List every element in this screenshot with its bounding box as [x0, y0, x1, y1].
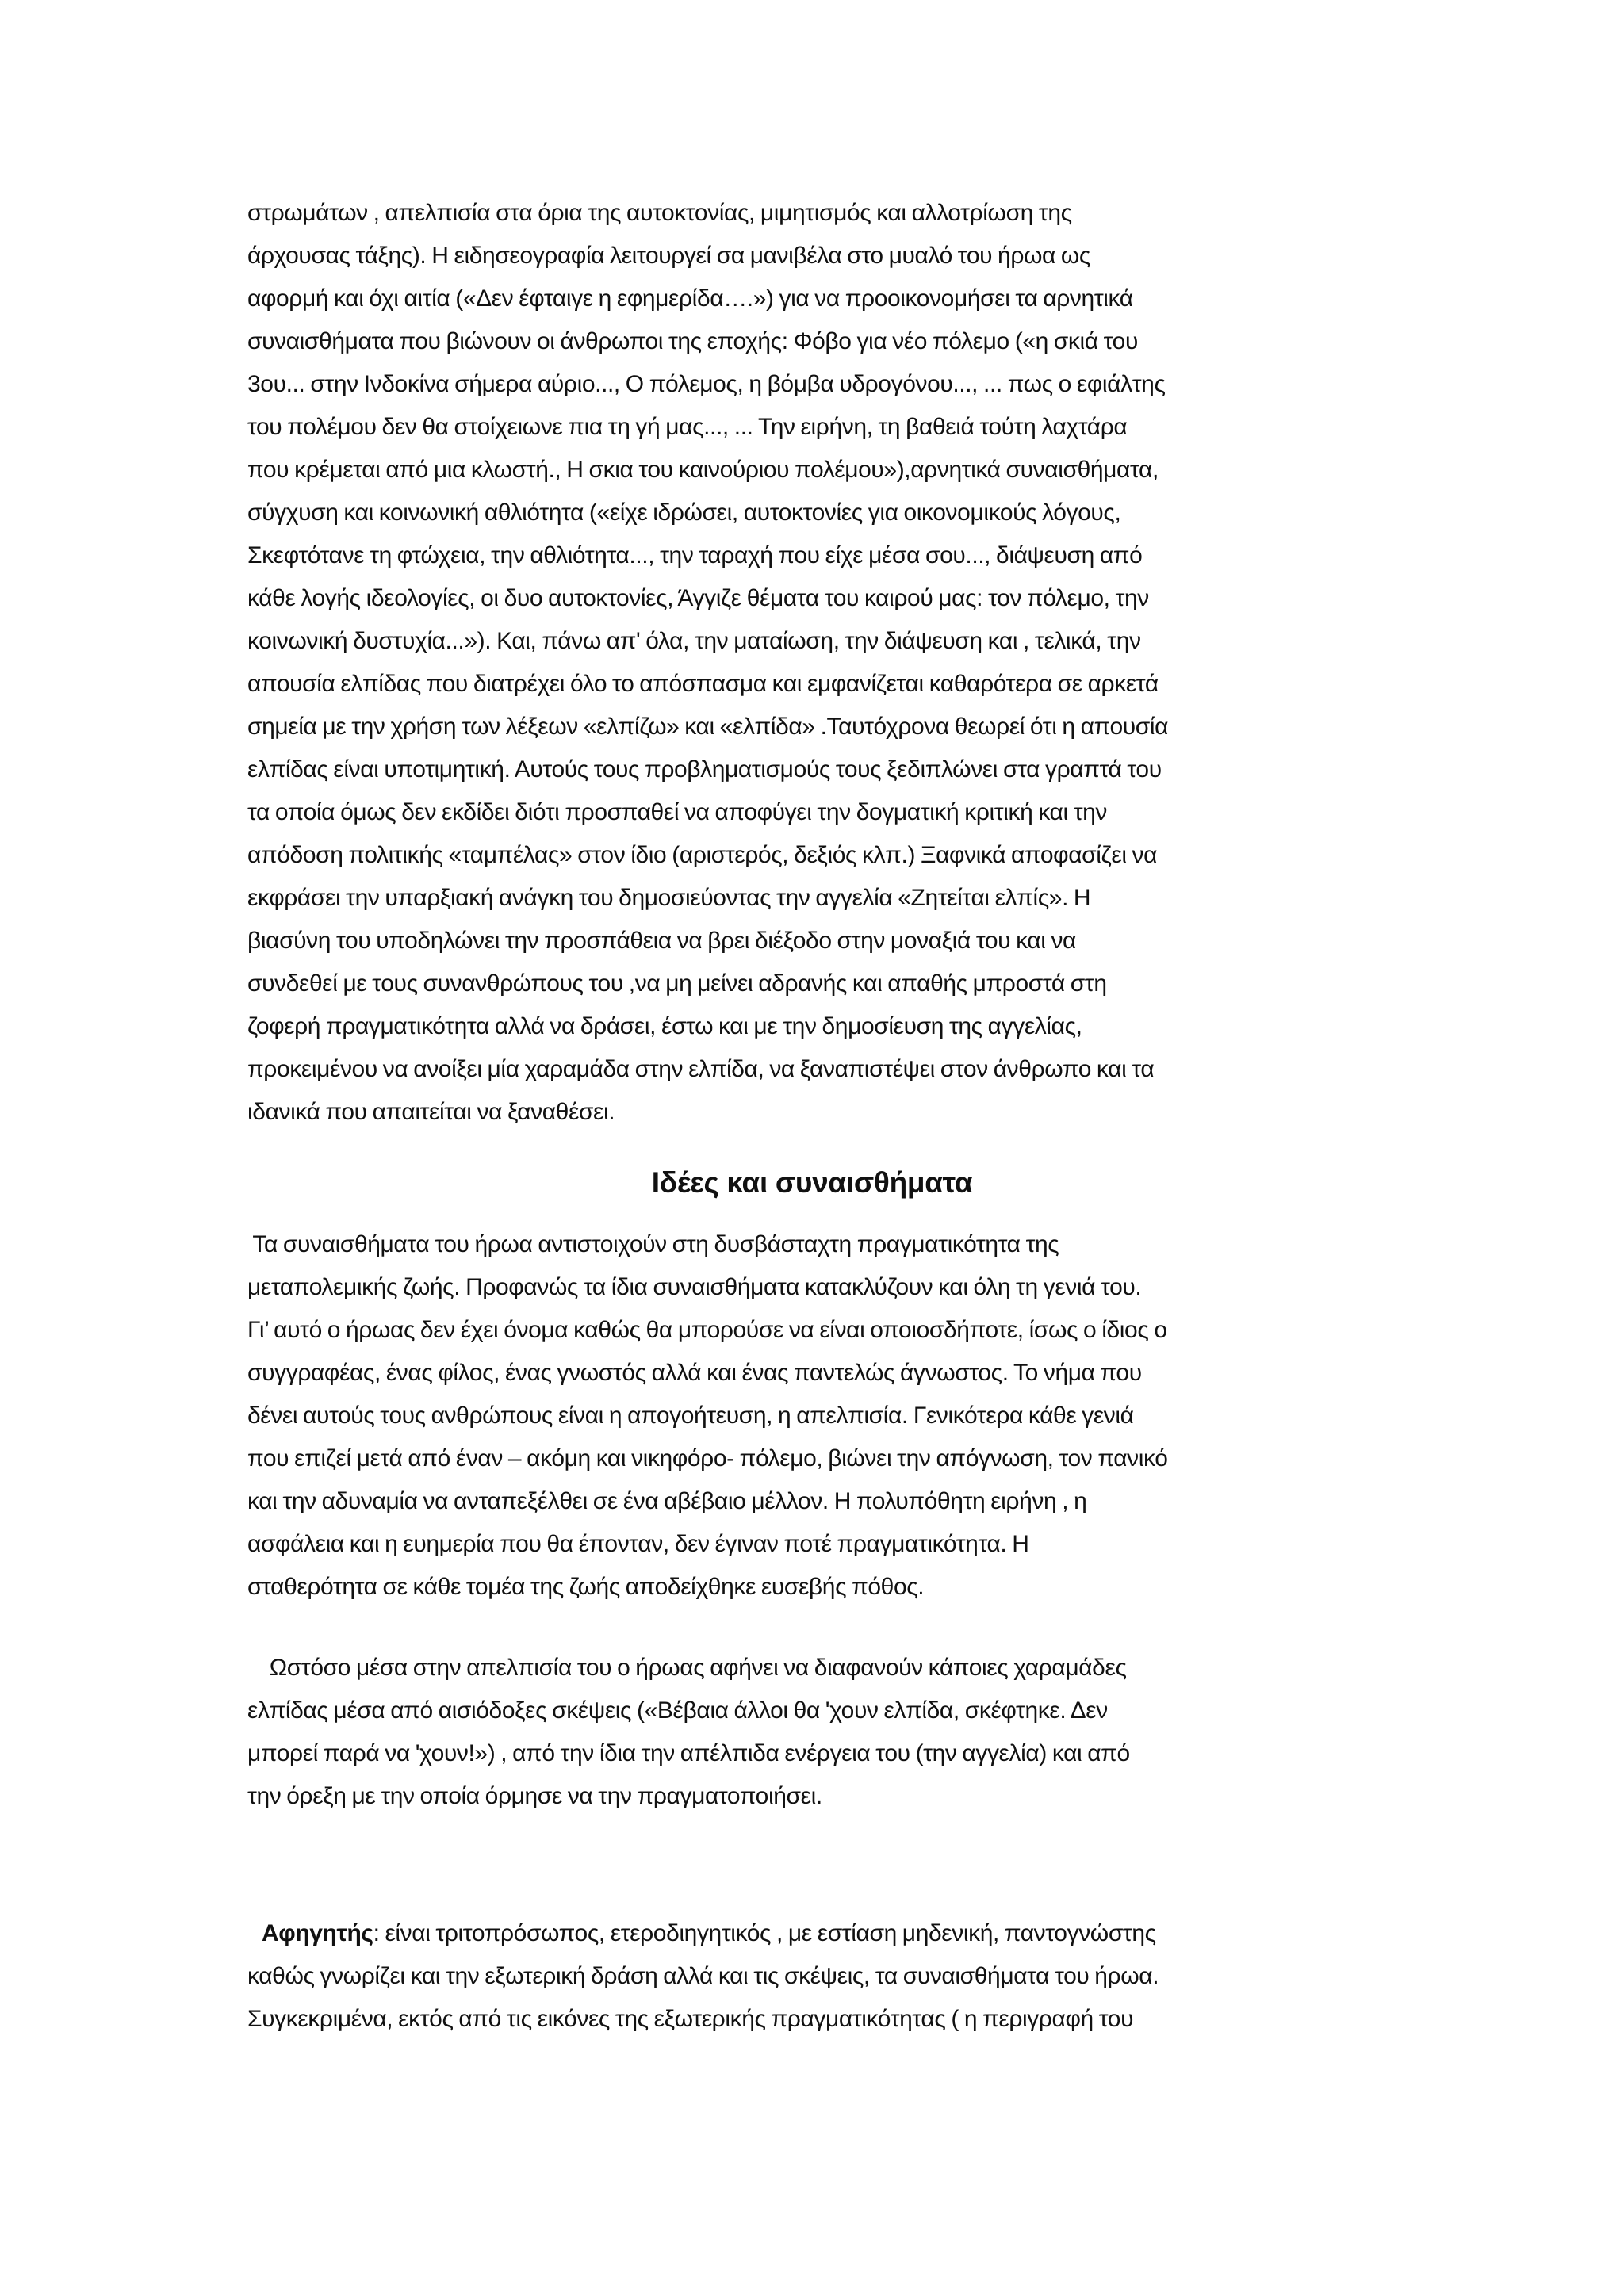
text-line: αφορμή και όχι αιτία («Δεν έφταιγε η εφημερίδα….») για να προοικονομήσει τα αρνητικά: [247, 285, 1133, 312]
text-line: απουσία ελπίδας που διατρέχει όλο το απόσπασμα και εμφανίζεται καθαρότερα σε αρκετά: [247, 671, 1159, 697]
text-line: την όρεξη με την οποία όρμησε να την πραγματοποιήσει.: [247, 1783, 822, 1809]
text-line: ιδανικά που απαιτείται να ξαναθέσει.: [247, 1099, 615, 1125]
text-line: ζοφερή πραγματικότητα αλλά να δράσει, έστω και με την δημοσίευση της αγγελίας,: [247, 1013, 1082, 1039]
text-line: και την αδυναμία να ανταπεξέλθει σε ένα αβέβαιο μέλλον. Η πολυπόθητη ειρήνη , η: [247, 1488, 1087, 1514]
text-line: προκειμένου να ανοίξει μία χαραμάδα στην ελπίδα, να ξαναπιστέψει στον άνθρωπο και τα: [247, 1056, 1155, 1082]
paragraph-hope: [247, 1647, 1397, 1818]
text-line: σύγχυση και κοινωνική αθλιότητα («είχε ιδρώσει, αυτοκτονίες για οικονομικούς λόγους,: [247, 499, 1121, 526]
text-line: συνδεθεί με τους συνανθρώπους του ,να μη μείνει αδρανής και απαθής μπροστά στη: [247, 970, 1107, 997]
text-line: Τα συναισθήματα του ήρωα αντιστοιχούν στη δυσβάσταχτη πραγματικότητα της: [247, 1231, 1059, 1257]
text-line: τα οποία όμως δεν εκδίδει διότι προσπαθεί να αποφύγει την δογματική κριτική και την: [247, 799, 1108, 825]
text-line: που επιζεί μετά από έναν – ακόμη και νικηφόρο- πόλεμο, βιώνει την απόγνωση, τον πανικό: [247, 1445, 1168, 1471]
text-line: [247, 1912, 1397, 1955]
text-line: Σκεφτότανε τη φτώχεια, την αθλιότητα..., την ταραχή που είχε μέσα σου..., διάψευση από: [247, 542, 1143, 568]
text-line: ασφάλεια και η ευημερία που θα έπονταν, δεν έγιναν ποτέ πραγματικότητα. Η: [247, 1531, 1029, 1557]
text-line: βιασύνη του υποδηλώνει την προσπάθεια να βρει διέξοδο στην μοναξιά του και να: [247, 928, 1076, 954]
text-line: καθώς γνωρίζει και την εξωτερική δράση αλλά και τις σκέψεις, τα συναισθήματα του ήρωα.: [247, 1963, 1159, 1989]
narrator-term: Αφηγητής: [262, 1920, 373, 1946]
paragraph-narrator: [247, 1912, 1397, 2041]
text-line: μεταπολεμικής ζωής. Προφανώς τα ίδια συναισθήματα κατακλύζουν και όλη τη γενιά του.: [247, 1274, 1142, 1300]
text-line: σταθερότητα σε κάθε τομέα της ζωής αποδείχθηκε ευσεβής πόθος.: [247, 1574, 925, 1600]
text-line: απόδοση πολιτικής «ταμπέλας» στον ίδιο (αριστερός, δεξιός κλπ.) Ξαφνικά αποφασίζει να: [247, 842, 1158, 868]
paragraph-context: [247, 192, 1397, 1134]
text-line: Γι’ αυτό ο ήρωας δεν έχει όνομα καθώς θα μπορούσε να είναι οποιοσδήποτε, ίσως ο ίδιος ο: [247, 1317, 1167, 1343]
text-line: κοινωνική δυστυχία...»). Και, πάνω απ' όλα, την ματαίωση, την διάψευση και , τελικά, την: [247, 628, 1141, 654]
text-line: συναισθήματα που βιώνουν οι άνθρωποι της εποχής: Φόβο για νέο πόλεμο («η σκιά του: [247, 328, 1138, 354]
text-line: Συγκεκριμένα, εκτός από τις εικόνες της εξωτερικής πραγματικότητας ( η περιγραφή του: [247, 2006, 1134, 2032]
text-line: σημεία με την χρήση των λέξεων «ελπίζω» και «ελπίδα» .Ταυτόχρονα θεωρεί ότι η απουσία: [247, 714, 1169, 740]
narrator-definition: : είναι τριτοπρόσωπος, ετεροδιηγητικός , με εστίαση μηδενική, παντογνώστης: [373, 1920, 1156, 1946]
text-line: στρωμάτων , απελπισία στα όρια της αυτοκτονίας, μιμητισμός και αλλοτρίωση της: [247, 200, 1072, 226]
text-line: 3ου... στην Ινδοκίνα σήμερα αύριο..., Ο πόλεμος, η βόμβα υδρογόνου..., ... πως ο εφιάλτης: [247, 371, 1166, 397]
text-line: μπορεί παρά να 'χουν!») , από την ίδια την απέλπιδα ενέργεια του (την αγγελία) και από: [247, 1740, 1130, 1766]
text-line: συγγραφέας, ένας φίλος, ένας γνωστός αλλά και ένας παντελώς άγνωστος. Το νήμα που: [247, 1360, 1142, 1386]
text-line: που κρέμεται από μια κλωστή., Η σκια του καινούριου πολέμου»),αρνητικά συναισθήματα,: [247, 457, 1159, 483]
paragraph-emotions: [247, 1223, 1397, 1609]
text-line: εκφράσει την υπαρξιακή ανάγκη του δημοσιεύοντας την αγγελία «Ζητείται ελπίς». Η: [247, 885, 1091, 911]
section-heading: Ιδέες και συναισθήματα: [651, 1166, 973, 1199]
text-line: του πολέμου δεν θα στοίχειωνε πια τη γή μας..., ... Την ειρήνη, τη βαθειά τούτη λαχτάρα: [247, 414, 1128, 440]
text-line: άρχουσας τάξης). Η ειδησεογραφία λειτουργεί σα μανιβέλα στο μυαλό του ήρωα ως: [247, 243, 1090, 269]
text-line: ελπίδας είναι υποτιμητική. Αυτούς τους προβληματισμούς τους ξεδιπλώνει στα γραπτά του: [247, 756, 1162, 783]
text-line: Ωστόσο μέσα στην απελπισία του ο ήρωας αφήνει να διαφανούν κάποιες χαραμάδες: [247, 1655, 1127, 1681]
text-line: ελπίδας μέσα από αισιόδοξες σκέψεις («Βέβαια άλλοι θα 'χουν ελπίδα, σκέφτηκε. Δεν: [247, 1697, 1108, 1724]
text-line: κάθε λογής ιδεολογίες, οι δυο αυτοκτονίες, Άγγιζε θέματα του καιρού μας: τον πόλεμο, την: [247, 585, 1149, 611]
text-line: δένει αυτούς τους ανθρώπους είναι η απογοήτευση, η απελπισία. Γενικότερα κάθε γενιά: [247, 1402, 1134, 1429]
